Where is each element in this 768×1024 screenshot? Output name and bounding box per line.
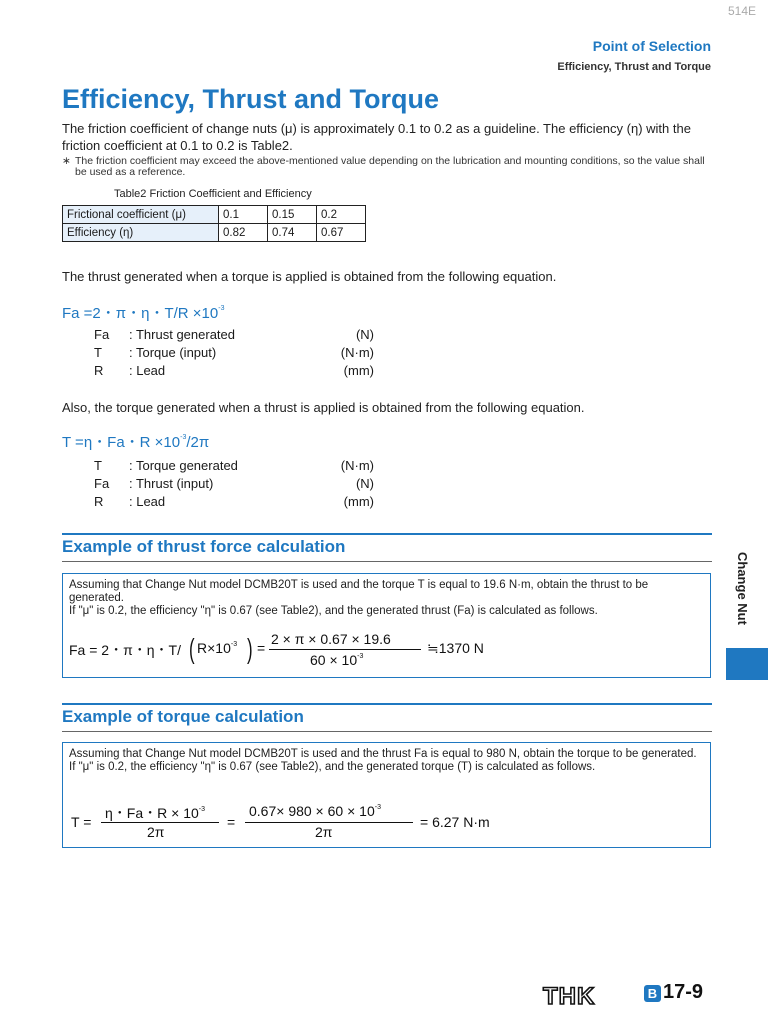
- eq2-equals: =: [227, 814, 236, 830]
- eq2-num1-exp: -3: [198, 806, 205, 813]
- eq1-fraction-line: [269, 649, 421, 650]
- torque-var-row: [94, 458, 374, 476]
- table-cell: 0.82: [219, 224, 268, 242]
- eq1-denominator: [310, 652, 363, 668]
- eq1-paren-content: [197, 640, 237, 656]
- footnote: [62, 156, 714, 178]
- intro-paragraph: The friction coefficient of change nuts (μ) is approximately 0.1 to 0.2 as a guideline. The efficiency (η) with the friction coefficient at 0.1 to 0.2 is Table2.: [62, 121, 691, 153]
- subsection-label: Efficiency, Thrust and Torque: [557, 61, 711, 73]
- eq1-paren-exp: -3: [230, 641, 238, 648]
- eq1-paren-open: (: [189, 633, 195, 664]
- thrust-formula: [62, 302, 224, 323]
- torque-var-row: [94, 476, 374, 494]
- example-thrust-box: [62, 573, 711, 678]
- var-description: : Torque generated: [129, 458, 238, 473]
- torque-formula-main: T =η・Fa・R ×10: [62, 434, 181, 451]
- table-row: [63, 206, 366, 224]
- table-cell: 0.67: [317, 224, 366, 242]
- torque-intro: Also, the torque generated when a thrust is applied is obtained from the following equation.: [62, 400, 585, 415]
- example-thrust-text: [69, 579, 705, 618]
- torque-formula-tail: /2π: [186, 434, 210, 451]
- var-description: : Lead: [129, 363, 166, 378]
- eq2-denominator-1: 2π: [147, 824, 165, 840]
- var-description: : Lead: [129, 494, 166, 509]
- eq2-left: T =: [71, 814, 92, 830]
- example-torque-text: [69, 748, 705, 774]
- table-row-label: Efficiency (η): [63, 224, 219, 242]
- example-torque-box: [62, 742, 711, 848]
- example-thrust-title: Example of thrust force calculation: [62, 537, 346, 556]
- table-row-label: Frictional coefficient (μ): [63, 206, 219, 224]
- table-caption: Table2 Friction Coefficient and Efficiency: [114, 188, 312, 200]
- footnote-mark: ∗: [62, 155, 71, 167]
- torque-formula: [62, 431, 209, 452]
- eq1-den-exp: -3: [357, 653, 364, 660]
- page-title: Efficiency, Thrust and Torque: [62, 84, 440, 114]
- var-unit: (N·m): [340, 345, 374, 360]
- eq2-fraction-line-2: [245, 822, 413, 823]
- example-thrust-text-1: Assuming that Change Nut model DCMB20T is used and the torque T is equal to 19.6 N·m, obtain the thrust to be generated.: [69, 579, 649, 604]
- var-description: : Torque (input): [129, 345, 217, 360]
- page-section-badge: B: [644, 985, 661, 1002]
- thrust-formula-exp: -3: [218, 305, 225, 312]
- eq2-numerator-2: [249, 803, 381, 819]
- table-cell: 0.1: [219, 206, 268, 224]
- var-description: : Thrust (input): [129, 476, 214, 491]
- var-unit: (N): [355, 327, 374, 342]
- torque-var-row: [94, 494, 374, 512]
- var-symbol: Fa: [94, 476, 110, 491]
- eq2-fraction-line-1: [101, 822, 219, 823]
- eq2-num2-base: 0.67× 980 × 60 × 10: [249, 803, 375, 819]
- thrust-formula-main: Fa =2・π・η・T/R ×10: [62, 305, 219, 322]
- table-row: [63, 224, 366, 242]
- eq1-paren-close: ): [247, 633, 253, 664]
- thrust-var-row: [94, 345, 374, 363]
- page-number: 17-9: [663, 981, 704, 1003]
- eq1-left: Fa = 2・π・η・T/: [69, 642, 181, 658]
- footnote-text: The friction coefficient may exceed the above-mentioned value depending on the lubrication and mounting conditions, so the value shall be used as a reference.: [75, 155, 705, 178]
- example-torque-title: Example of torque calculation: [62, 707, 304, 726]
- eq2-denominator-2: 2π: [315, 824, 333, 840]
- eq1-result: ≒1370 N: [427, 640, 484, 656]
- table-cell: 0.74: [268, 224, 317, 242]
- example-torque-text-1: Assuming that Change Nut model DCMB20T is used and the thrust Fa is equal to 980 N, obtain the torque to be generated.: [69, 748, 697, 760]
- eq1-paren-base: R×10: [197, 640, 231, 656]
- side-tab-label: Change Nut: [735, 552, 750, 625]
- var-description: : Thrust generated: [129, 327, 235, 342]
- var-unit: (mm): [343, 494, 374, 509]
- example-thrust-heading: [62, 533, 712, 562]
- eq2-num2-exp: -3: [374, 804, 381, 811]
- thrust-var-row: [94, 327, 374, 345]
- eq2-result: = 6.27 N·m: [420, 814, 490, 830]
- var-unit: (mm): [343, 363, 374, 378]
- var-symbol: T: [94, 458, 102, 473]
- page-code: 514E: [727, 4, 756, 18]
- friction-table: [62, 205, 366, 242]
- example-torque-heading: [62, 703, 712, 732]
- table-cell: 0.15: [268, 206, 317, 224]
- section-label: Point of Selection: [592, 38, 711, 54]
- thk-logo: THK: [543, 983, 596, 1010]
- var-symbol: T: [94, 345, 102, 360]
- eq1-numerator: 2 × π × 0.67 × 19.6: [271, 631, 391, 647]
- example-thrust-text-2: If "μ" is 0.2, the efficiency "η" is 0.67 (see Table2), and the generated thrust (Fa) is calculated as follows.: [69, 605, 598, 617]
- table-cell: 0.2: [317, 206, 366, 224]
- thrust-intro: The thrust generated when a torque is applied is obtained from the following equation.: [62, 269, 557, 284]
- eq2-numerator-1: [105, 803, 205, 823]
- var-symbol: R: [94, 363, 104, 378]
- eq1-equals: =: [257, 640, 266, 656]
- torque-formula-exp: -3: [180, 434, 187, 441]
- side-tab-marker: [726, 648, 768, 680]
- thrust-var-row: [94, 363, 374, 381]
- example-torque-text-2: If "μ" is 0.2, the efficiency "η" is 0.67 (see Table2), and the generated torque (T) is calculated as follows.: [69, 761, 596, 773]
- eq1-den-base: 60 × 10: [310, 652, 358, 668]
- var-symbol: Fa: [94, 327, 110, 342]
- var-unit: (N): [355, 476, 374, 491]
- var-symbol: R: [94, 494, 104, 509]
- eq2-num1-base: η・Fa・R × 10: [105, 805, 199, 821]
- var-unit: (N·m): [340, 458, 374, 473]
